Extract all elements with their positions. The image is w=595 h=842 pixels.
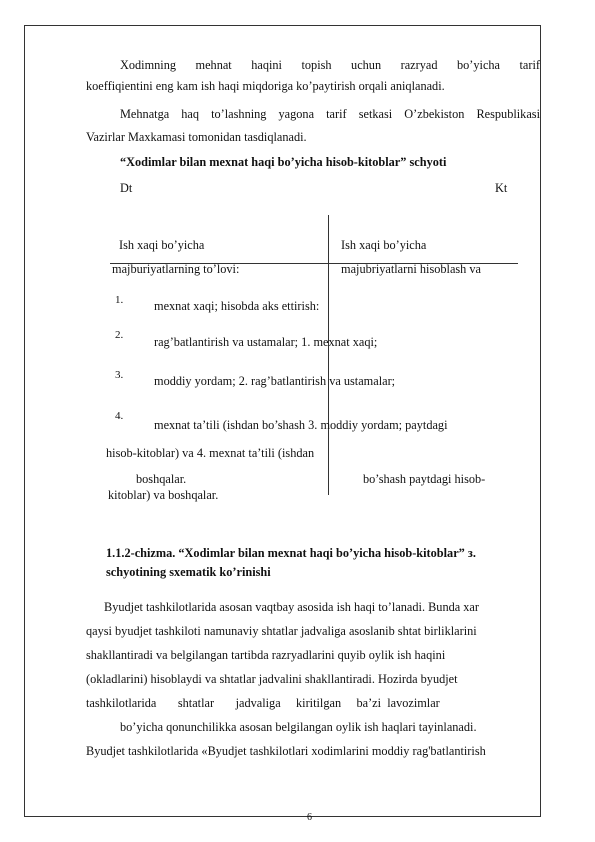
right-header-line2: majubriyatlarni hisoblash va	[341, 262, 482, 276]
row4-continuation-2b: bo’shash paytdagi hisob-	[363, 472, 486, 486]
body-line-5: tashkilotlarida shtatlar jadvaliga kiritilgan ba’zi lavozimlar	[86, 696, 440, 710]
row-text-4: mexnat ta’tili (ishdan bo’shash 3. moddiy yordam; paytdagi	[154, 418, 448, 432]
row-number-4: 4.	[115, 410, 124, 422]
right-header-line1: Ish xaqi bo’yicha	[341, 238, 427, 252]
row4-continuation-2a: boshqalar.	[136, 472, 187, 486]
left-header-line2: majburiyatlarning to’lovi:	[112, 262, 240, 276]
para1-line2: koeffiqientini eng kam ish haqi miqdoriga ko’paytirish orqali aniqlanadi.	[86, 79, 445, 93]
body-line-1: Byudjet tashkilotlarida asosan vaqtbay asosida ish haqi to’lanadi. Bunda xar	[104, 600, 479, 614]
row-text-1: mexnat xaqi; hisobda aks ettirish:	[154, 299, 320, 313]
para1-line1: Xodimning mehnat haqini topish uchun razryad bo’yicha tarif	[120, 58, 540, 72]
body-line-7: Byudjet tashkilotlarida «Byudjet tashkilotlari xodimlarini moddiy rag'batlantirish	[86, 744, 486, 758]
row-text-2: rag’batlantirish va ustamalar; 1. mexnat xaqi;	[154, 335, 378, 349]
para2-line1: Mehnatga haq to’lashning yagona tarif setkasi O’zbekiston Respublikasi	[120, 107, 540, 121]
dt-label: Dt	[120, 181, 133, 195]
body-line-6: bo’yicha qonunchilikka asosan belgilangan oylik ish haqlari tayinlanadi.	[120, 720, 477, 734]
t-account-vertical-line	[328, 215, 329, 495]
figure-caption-line2: schyotining sxematik ko’rinishi	[106, 565, 271, 579]
kt-label: Kt	[495, 181, 508, 195]
para2-line2: Vazirlar Maxkamasi tomonidan tasdiqlanadi.	[86, 130, 307, 144]
row-number-1: 1.	[115, 294, 124, 306]
row4-continuation-3: kitoblar) va boshqalar.	[108, 488, 219, 502]
body-line-3: shakllantiradi va belgilangan tartibda razryadlarini quyib oylik ish haqini	[86, 648, 446, 662]
row-text-3: moddiy yordam; 2. rag’batlantirish va ustamalar;	[154, 374, 396, 388]
body-line-2: qaysi byudjet tashkiloti namunaviy shtatlar jadvaliga asoslanib shtat birliklarini	[86, 624, 477, 638]
body-line-4: (okladlarini) hisoblaydi va shtatlar jadvalini shakllantiradi. Hozirda byudjet	[86, 672, 458, 686]
row-number-3: 3.	[115, 369, 124, 381]
left-header-line1: Ish xaqi bo’yicha	[119, 238, 205, 252]
page-number: 6	[307, 812, 312, 823]
row-number-2: 2.	[115, 329, 124, 341]
scheme-title: “Xodimlar bilan mexnat haqi bo’yicha hisob-kitoblar” schyoti	[120, 155, 447, 169]
figure-caption-line1: 1.1.2-chizma. “Xodimlar bilan mexnat haqi bo’yicha hisob-kitoblar” з.	[106, 546, 476, 560]
row4-continuation-1: hisob-kitoblar) va 4. mexnat ta’tili (ishdan	[106, 446, 315, 460]
